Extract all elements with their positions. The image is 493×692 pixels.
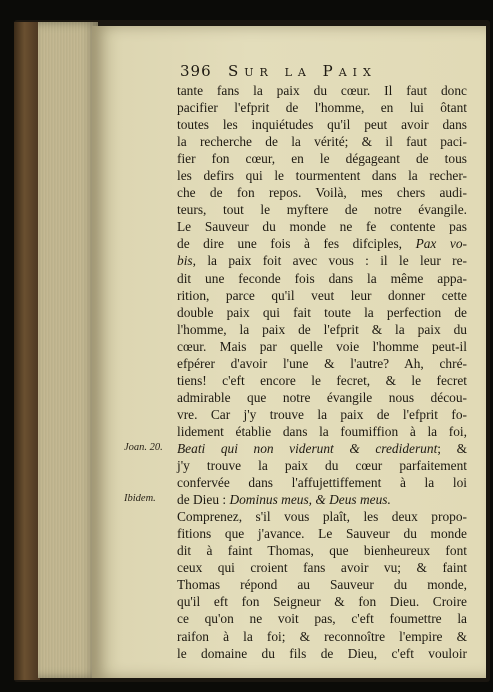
text-line: pacifier l'efprit de l'homme, en lui ôtant [177, 100, 467, 116]
text-line: fitions que j'avance. Le Sauveur du monde [177, 526, 467, 542]
text-line: ceux qui croient fans avoir vu; & faint [177, 560, 467, 576]
text-line: fier fon cœur, en le dégageant de tous [177, 151, 467, 167]
book-spine [14, 22, 40, 680]
text-line: tante fans la paix du cœur. Il faut donc [177, 83, 467, 98]
page-number: 396 [180, 62, 212, 80]
text-line: admirable que notre évangile nous décou- [177, 389, 467, 405]
text-line: che de fon repos. Voilà, mes chers audi- [177, 185, 467, 201]
text-line: j'y trouve la paix du cœur parfaitement [177, 458, 467, 474]
text-line: lidement établie dans la foumiffion à la foi, [177, 423, 467, 439]
text-line: rition, parce qu'il veut leur donner cette [177, 287, 467, 303]
text-line: vre. Car j'y trouve la paix de l'efprit fo- [177, 406, 467, 422]
text-line: efpérer d'avoir l'une & l'autre? Ah, chré- [177, 355, 467, 371]
text-line: Beati qui non viderunt & crediderunt; & [177, 440, 467, 456]
text-line: dit une feconde fois dans la même appa- [177, 270, 467, 286]
page-edges [38, 22, 98, 678]
text-line: confervée dans l'affujettiffement à la loi [177, 475, 467, 491]
text-line: ce qu'on ne voit pas, c'eft foumettre la [177, 611, 467, 627]
text-line: toutes les inquiétudes qu'il peut avoir dans [177, 117, 467, 133]
text-line: tiens! c'eft encore le fecret, & le fecret [177, 372, 467, 388]
text-line: l'homme, la paix de l'efprit & la paix du [177, 321, 467, 337]
text-line: bis, la paix foit avec vous : il le leur re- [177, 253, 467, 269]
text-line: de Dieu : Dominus meus, & Deus meus. [177, 492, 391, 508]
text-line: Comprenez, s'il vous plaît, les deux propo- [177, 509, 467, 525]
text-line: Le Sauveur du monde ne fe contente pas [177, 219, 467, 235]
text-line: double paix qui fait toute la perfection de [177, 304, 467, 320]
text-line: le domaine du fils de Dieu, c'eft vouloir [177, 645, 467, 661]
text-line: les defirs qui le tourmentent dans la recher- [177, 168, 467, 184]
body-text [177, 82, 467, 662]
text-line: qu'il eft fon Seigneur & fon Dieu. Croire [177, 594, 467, 610]
text-line: dit à faint Thomas, que bienheureux font [177, 543, 467, 559]
margin-note: Joan. 20. [124, 442, 163, 454]
text-line: teurs, tout le myftere de notre évangile. [177, 202, 467, 218]
text-line: raifon à la foi; & reconnoître l'empire & [177, 628, 467, 644]
text-line: cœur. Mais par quelle voie l'homme peut-il [177, 338, 467, 354]
running-title: Sur la Paix [228, 62, 377, 80]
text-line: Thomas répond au Sauveur du monde, [177, 577, 467, 593]
text-line: la recherche de la vérité; & il faut paci- [177, 134, 467, 150]
text-line: de dire une fois à fes difciples, Pax vo- [177, 236, 468, 252]
margin-note: Ibidem. [124, 493, 156, 505]
